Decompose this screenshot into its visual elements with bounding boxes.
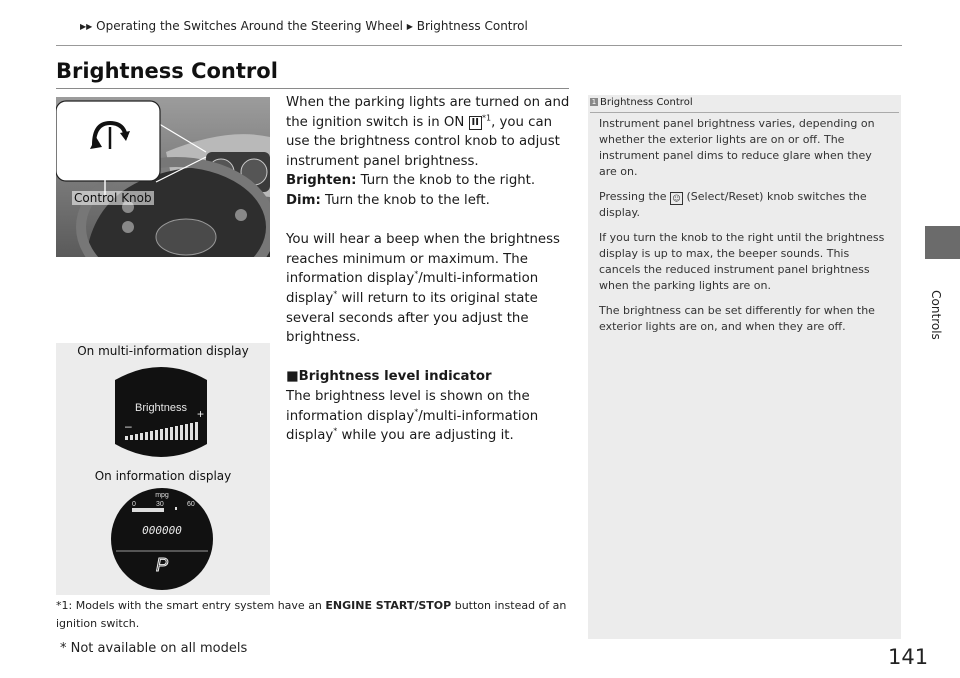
brighten-text: Turn the knob to the right.	[356, 173, 536, 189]
asterisk-ref: *	[414, 269, 419, 279]
brighten-line	[286, 171, 570, 191]
dim-line	[286, 191, 570, 211]
gauge-tick-0: 0	[132, 501, 136, 508]
sidebar-body	[599, 116, 891, 344]
info-display-illustration	[110, 487, 214, 591]
dim-text: Turn the knob to the left.	[320, 192, 490, 208]
indicator-text-b: /multi-information display	[286, 408, 539, 444]
sidebar-rule	[590, 112, 899, 113]
gauge-tick-30: 30	[156, 501, 164, 508]
sidebar-paragraph	[599, 189, 891, 221]
side-tab-label	[926, 285, 946, 345]
side-tab-marker	[925, 226, 960, 259]
multi-info-display-illustration	[115, 360, 207, 464]
intro-text-b: , you can use the brightness control knob to adjust instrument panel brightness.	[286, 114, 560, 169]
subsection-heading: ■Brightness level indicator	[286, 369, 492, 385]
title-rule	[56, 88, 569, 89]
select-text-b: (Select/Reset) knob switches the display.	[599, 190, 867, 219]
gear-indicator: P	[155, 555, 169, 575]
info-display-label: On information display	[94, 469, 232, 483]
sidebar-heading	[590, 97, 693, 108]
multi-info-display-label: On multi-information display	[77, 344, 249, 358]
sidebar-paragraph: If you turn the knob to the right until the brightness display is up to max, the beeper sounds. This cancels the reduced instrument panel brightness when the parking lights are on.	[599, 231, 885, 292]
availability-notice: * Not available on all models	[60, 641, 248, 656]
beep-paragraph	[286, 230, 570, 348]
beep-text-b: /multi-information display	[286, 271, 539, 306]
mid-screen-text: Brightness	[135, 402, 187, 414]
page-number: 141	[888, 645, 929, 669]
breadcrumb-item-2[interactable]: Brightness Control	[416, 19, 528, 33]
footnote-text-a: *1: Models with the smart entry system have an	[56, 599, 326, 612]
asterisk-ref: *	[414, 407, 419, 417]
breadcrumb-arrow-icon: ▶▶	[80, 22, 93, 31]
side-tab-text: Controls	[929, 290, 943, 340]
breadcrumb-arrow-icon: ▶	[406, 22, 413, 31]
indicator-text-c: while you are adjusting it.	[337, 428, 514, 444]
gauge-tick-60: 60	[187, 501, 195, 508]
header-rule	[56, 45, 902, 46]
sidebar-paragraph: Instrument panel brightness varies, depending on whether the exterior lights are on or off. The instrument panel dims to reduce glare when they are on.	[599, 117, 875, 178]
odometer-readout: 000000	[142, 524, 182, 537]
intro-paragraph	[286, 93, 570, 171]
gauge-unit: mpg	[155, 492, 169, 499]
footnote-bold: ENGINE START/STOP	[325, 599, 452, 612]
breadcrumb-item-1[interactable]: Operating the Switches Around the Steering Wheel	[96, 19, 403, 33]
sidebar-paragraph: The brightness can be set differently for when the exterior lights are on, and when they are off.	[599, 304, 875, 333]
dim-label: Dim:	[286, 192, 321, 208]
breadcrumb	[80, 19, 528, 33]
select-text-a: Pressing the	[599, 190, 671, 203]
select-reset-icon: ☺	[670, 192, 683, 205]
beep-text-c: will return to its original state several seconds after you adjust the brightness.	[286, 290, 538, 346]
indicator-text-a: The brightness level is shown on the information display	[286, 388, 530, 424]
page-title: Brightness Control	[56, 59, 278, 83]
sidebar-heading-text: Brightness Control	[600, 97, 693, 108]
footnote	[56, 597, 576, 633]
asterisk-ref: *	[333, 426, 338, 436]
footnote-text-b: button instead of an ignition switch.	[56, 599, 567, 630]
indicator-paragraph	[286, 387, 570, 446]
footnote-ref[interactable]: *1	[481, 113, 492, 123]
main-text	[286, 93, 570, 446]
figure-callout: Control Knob	[74, 191, 152, 205]
plus-symbol: +	[197, 407, 205, 421]
minus-symbol: –	[125, 419, 132, 433]
dashboard-illustration	[56, 97, 270, 257]
asterisk-ref: *	[333, 289, 338, 299]
note-tag-icon: 1	[591, 98, 597, 106]
intro-text-a: When the parking lights are turned on and the ignition switch is in ON	[286, 95, 570, 130]
ignition-on-icon: II	[469, 116, 482, 130]
beep-text-a: You will hear a beep when the brightness reaches minimum or maximum. The information display	[286, 232, 560, 287]
brighten-label: Brighten:	[286, 173, 357, 189]
